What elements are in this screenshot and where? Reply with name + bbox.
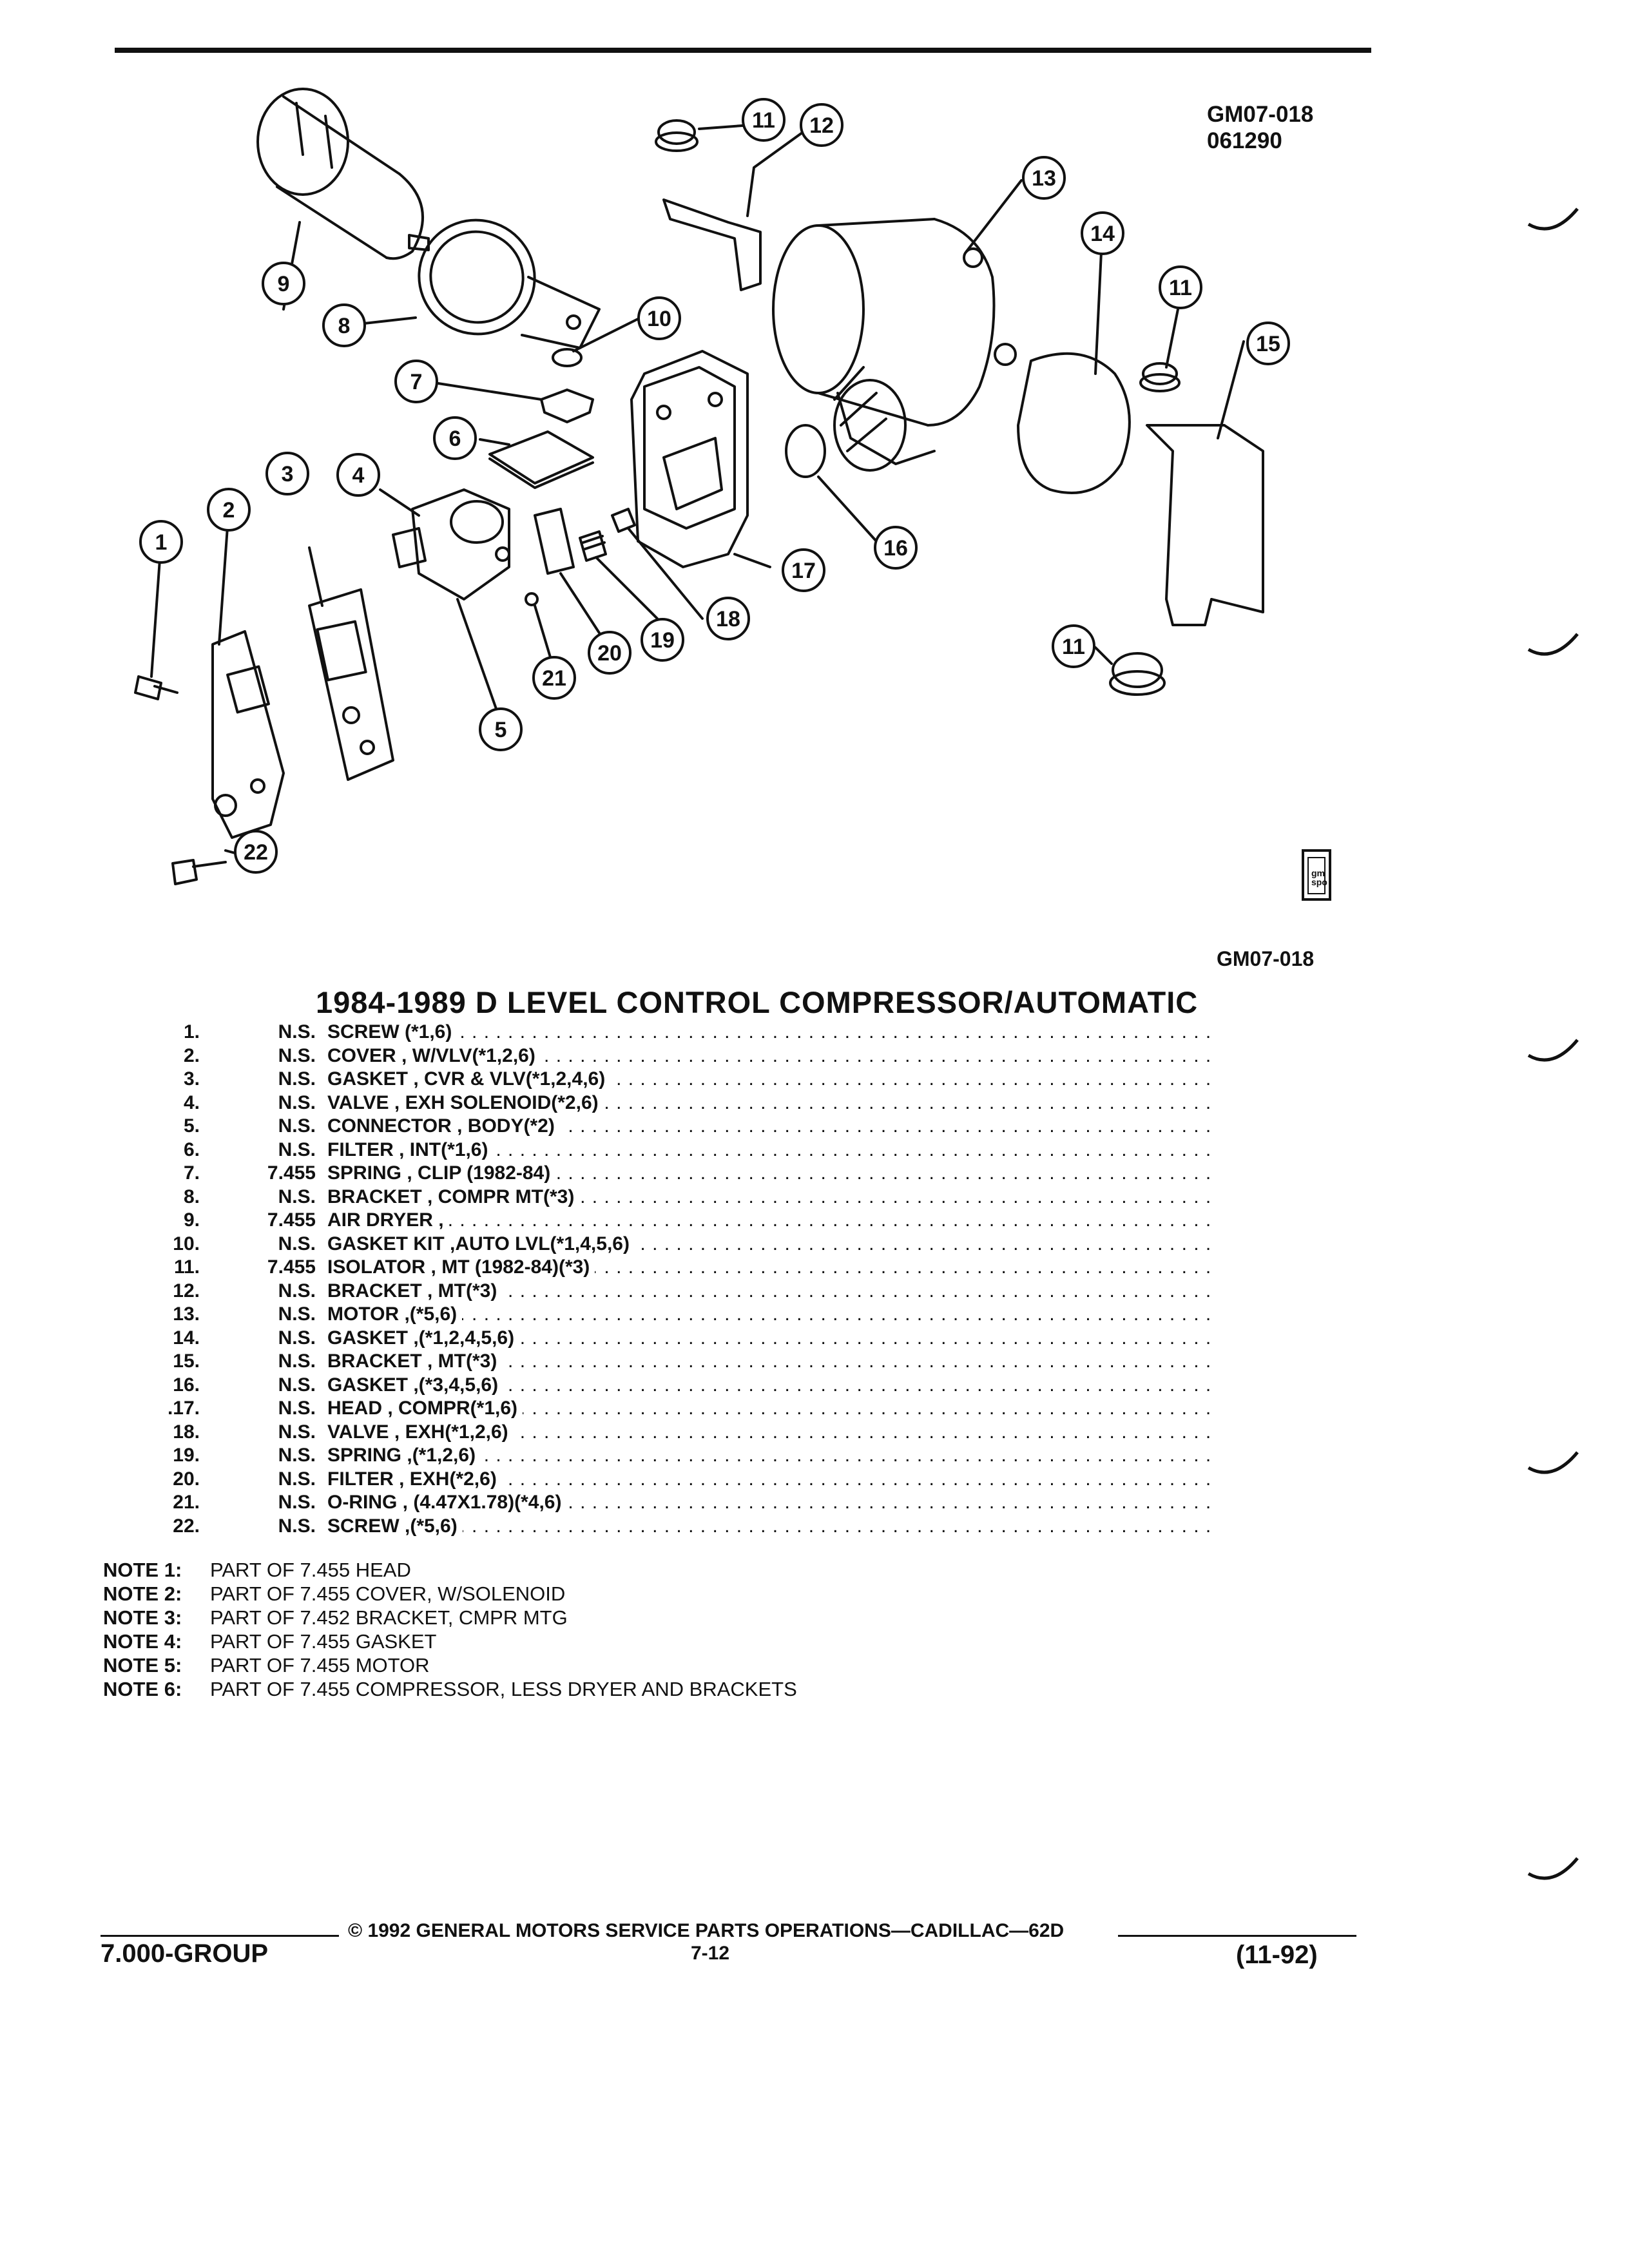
part-description: VALVE , EXH SOLENOID(*2,6) xyxy=(327,1092,604,1113)
part-row xyxy=(148,1303,1218,1327)
part-description: CONNECTOR , BODY(*2) xyxy=(327,1115,560,1137)
part-number: 20. xyxy=(173,1468,200,1490)
part-number: 15. xyxy=(173,1350,200,1372)
note-label: NOTE 1: xyxy=(103,1559,182,1581)
callout-11-bottom xyxy=(1053,626,1094,667)
part-description-cell xyxy=(327,1327,1218,1350)
part-row xyxy=(148,1491,1218,1515)
note-text: PART OF 7.455 COMPRESSOR, LESS DRYER AND BRACKETS xyxy=(210,1678,797,1700)
callout-4 xyxy=(338,454,379,495)
notes-list xyxy=(103,1558,797,1701)
part-number: 3. xyxy=(183,1068,200,1090)
part-description: GASKET KIT ,AUTO LVL(*1,4,5,6) xyxy=(327,1233,635,1254)
part-description-cell xyxy=(327,1468,1218,1491)
callout-1 xyxy=(140,521,182,562)
part-reference: 7.455 xyxy=(267,1256,316,1278)
part-description-cell xyxy=(327,1491,1218,1514)
svg-text:6: 6 xyxy=(448,427,461,451)
callout-11-top xyxy=(743,99,784,140)
part-number: 9. xyxy=(183,1209,200,1231)
footer-date: (11-92) xyxy=(1236,1941,1318,1969)
part-reference: N.S. xyxy=(278,1398,316,1419)
diagram-reference-id: GM07-018 xyxy=(1217,947,1315,970)
part-reference: N.S. xyxy=(278,1350,316,1372)
part-description: MOTOR ,(*5,6) xyxy=(327,1303,462,1325)
svg-text:11: 11 xyxy=(1169,276,1192,300)
part-description-cell xyxy=(327,1444,1218,1467)
part-row xyxy=(148,1186,1218,1209)
note-row xyxy=(103,1653,797,1677)
part-gasket-kit xyxy=(553,349,581,366)
part-gasket-cover xyxy=(309,590,393,780)
binder-mark xyxy=(1527,1856,1579,1888)
part-description: GASKET , CVR & VLV(*1,2,4,6) xyxy=(327,1068,610,1090)
part-row xyxy=(148,1091,1218,1115)
part-description: VALVE , EXH(*1,2,6) xyxy=(327,1421,514,1443)
part-row xyxy=(148,1139,1218,1162)
part-row xyxy=(148,1374,1218,1398)
part-reference: N.S. xyxy=(278,1139,316,1160)
part-description-cell xyxy=(327,1068,1218,1091)
part-description: AIR DRYER , xyxy=(327,1209,449,1231)
part-gasket-14 xyxy=(1018,354,1130,493)
part-description-cell xyxy=(327,1186,1218,1209)
note-text: PART OF 7.455 MOTOR xyxy=(210,1654,430,1677)
part-description: ISOLATOR , MT (1982-84)(*3) xyxy=(327,1256,595,1278)
part-reference: 7.455 xyxy=(267,1162,316,1184)
svg-text:16: 16 xyxy=(883,536,908,561)
part-reference: N.S. xyxy=(278,1492,316,1513)
note-row xyxy=(103,1677,797,1701)
footer-group: 7.000-GROUP xyxy=(101,1939,269,1968)
callout-12 xyxy=(801,104,842,146)
svg-text:13: 13 xyxy=(1032,166,1056,191)
svg-text:18: 18 xyxy=(716,607,740,631)
part-description: BRACKET , MT(*3) xyxy=(327,1280,502,1302)
callout-11-mid xyxy=(1160,267,1201,308)
note-text: PART OF 7.452 BRACKET, CMPR MTG xyxy=(210,1606,568,1629)
callout-14 xyxy=(1082,213,1123,254)
svg-text:9: 9 xyxy=(277,272,290,296)
svg-text:21: 21 xyxy=(542,666,566,691)
gm-spo-logo xyxy=(1302,849,1331,901)
part-row xyxy=(148,1021,1218,1044)
part-description-cell xyxy=(327,1515,1218,1538)
part-motor xyxy=(773,219,1016,470)
note-text: PART OF 7.455 GASKET xyxy=(210,1630,437,1653)
svg-text:11: 11 xyxy=(1062,635,1085,659)
part-row xyxy=(148,1162,1218,1186)
svg-text:15: 15 xyxy=(1256,332,1280,356)
svg-text:20: 20 xyxy=(597,641,622,666)
part-number: 12. xyxy=(173,1280,200,1302)
part-description-cell xyxy=(327,1397,1218,1420)
part-solenoid-valve xyxy=(393,490,509,599)
part-number: 2. xyxy=(183,1044,200,1066)
part-row xyxy=(148,1115,1218,1139)
part-row xyxy=(148,1233,1218,1256)
part-reference: 7.455 xyxy=(267,1209,316,1231)
part-cover xyxy=(213,631,284,838)
part-reference: N.S. xyxy=(278,1327,316,1349)
part-row xyxy=(148,1256,1218,1280)
part-description-cell xyxy=(327,1139,1218,1162)
part-number: .17. xyxy=(167,1398,200,1419)
part-filter-int xyxy=(490,432,593,488)
part-description: GASKET ,(*3,4,5,6) xyxy=(327,1374,503,1396)
callout-20 xyxy=(589,632,630,673)
part-number: 5. xyxy=(183,1115,200,1137)
part-description: FILTER , EXH(*2,6) xyxy=(327,1468,502,1490)
part-reference: N.S. xyxy=(278,1068,316,1090)
footer-rule-left xyxy=(101,1935,339,1937)
svg-text:5: 5 xyxy=(494,718,507,742)
part-reference: N.S. xyxy=(278,1421,316,1443)
callout-8 xyxy=(323,305,365,346)
callout-21 xyxy=(534,657,575,698)
part-row xyxy=(148,1068,1218,1091)
note-text: PART OF 7.455 COVER, W/SOLENOID xyxy=(210,1582,566,1605)
part-description: O-RING , (4.47X1.78)(*4,6) xyxy=(327,1492,566,1513)
part-description-cell xyxy=(327,1209,1218,1232)
gm-spo-logo-text: gm spo xyxy=(1311,868,1327,887)
part-number: 13. xyxy=(173,1303,200,1325)
part-reference: N.S. xyxy=(278,1044,316,1066)
part-number: 14. xyxy=(173,1327,200,1349)
part-compressor-head xyxy=(631,351,747,567)
part-description-cell xyxy=(327,1374,1218,1397)
part-number: 10. xyxy=(173,1233,200,1254)
part-number: 7. xyxy=(183,1162,200,1184)
part-description: SPRING , CLIP (1982-84) xyxy=(327,1162,555,1184)
part-reference: N.S. xyxy=(278,1115,316,1137)
part-number: 22. xyxy=(173,1515,200,1537)
callout-17 xyxy=(783,550,824,591)
svg-text:12: 12 xyxy=(809,113,834,138)
part-number: 16. xyxy=(173,1374,200,1396)
svg-text:17: 17 xyxy=(791,559,816,583)
part-row xyxy=(148,1444,1218,1468)
footer-copyright: © 1992 GENERAL MOTORS SERVICE PARTS OPERATIONS—CADILLAC—62D xyxy=(348,1920,1065,1941)
part-gasket-16 xyxy=(786,425,825,477)
part-description-cell xyxy=(327,1044,1218,1068)
part-description-cell xyxy=(327,1280,1218,1303)
part-valve-exh xyxy=(612,509,635,532)
callout-7 xyxy=(396,361,437,402)
exploded-parts-diagram xyxy=(0,64,1629,902)
part-row xyxy=(148,1209,1218,1233)
svg-text:22: 22 xyxy=(244,840,268,865)
callout-6 xyxy=(434,418,476,459)
part-row xyxy=(148,1350,1218,1374)
part-reference: N.S. xyxy=(278,1233,316,1254)
svg-text:4: 4 xyxy=(352,463,365,488)
binder-mark xyxy=(1527,206,1579,238)
binder-mark xyxy=(1527,631,1579,664)
part-compressor-bracket xyxy=(400,201,599,353)
callout-16 xyxy=(875,527,916,568)
callout-5 xyxy=(480,709,521,750)
svg-text:7: 7 xyxy=(410,370,423,394)
callout-18 xyxy=(708,598,749,639)
part-reference: N.S. xyxy=(278,1445,316,1466)
part-row xyxy=(148,1044,1218,1068)
part-number: 1. xyxy=(183,1021,200,1043)
note-label: NOTE 5: xyxy=(103,1654,182,1677)
part-description-cell xyxy=(327,1115,1218,1138)
note-row xyxy=(103,1629,797,1653)
part-reference: N.S. xyxy=(278,1515,316,1537)
part-number: 4. xyxy=(183,1091,200,1113)
note-row xyxy=(103,1606,797,1629)
part-reference: N.S. xyxy=(278,1280,316,1302)
binder-mark xyxy=(1527,1450,1579,1482)
part-description-cell xyxy=(327,1091,1218,1115)
part-screw-22 xyxy=(173,860,226,884)
svg-text:8: 8 xyxy=(338,314,351,338)
note-row xyxy=(103,1582,797,1606)
part-number: 6. xyxy=(183,1139,200,1160)
part-reference: N.S. xyxy=(278,1186,316,1207)
svg-text:2: 2 xyxy=(222,498,235,523)
part-number: 11. xyxy=(173,1256,200,1278)
svg-text:14: 14 xyxy=(1090,222,1115,246)
part-description: SPRING ,(*1,2,6) xyxy=(327,1445,481,1466)
note-label: NOTE 3: xyxy=(103,1606,182,1629)
part-reference: N.S. xyxy=(278,1374,316,1396)
svg-text:11: 11 xyxy=(752,108,775,133)
part-description-cell xyxy=(327,1021,1218,1044)
part-description-cell xyxy=(327,1162,1218,1185)
part-description: BRACKET , MT(*3) xyxy=(327,1350,502,1372)
part-spring-19 xyxy=(580,532,606,561)
parts-list xyxy=(148,1021,1218,1538)
svg-text:19: 19 xyxy=(650,628,675,653)
part-description-cell xyxy=(327,1256,1218,1279)
part-description: HEAD , COMPR(*1,6) xyxy=(327,1398,523,1419)
part-reference: N.S. xyxy=(278,1303,316,1325)
part-o-ring xyxy=(526,593,537,605)
part-number: 18. xyxy=(173,1421,200,1443)
svg-text:1: 1 xyxy=(155,530,168,555)
note-label: NOTE 6: xyxy=(103,1678,182,1700)
part-description-cell xyxy=(327,1421,1218,1444)
parts-list-title: 1984-1989 D LEVEL CONTROL COMPRESSOR/AUTOMATIC xyxy=(316,985,1199,1019)
callout-9 xyxy=(263,263,304,304)
callout-19 xyxy=(642,619,683,660)
part-description: FILTER , INT(*1,6) xyxy=(327,1139,493,1160)
part-description-cell xyxy=(327,1350,1218,1373)
part-description: SCREW (*1,6) xyxy=(327,1021,457,1043)
part-description: COVER , W/VLV(*1,2,6) xyxy=(327,1045,541,1066)
callout-3 xyxy=(267,453,308,494)
part-screw-1 xyxy=(135,677,177,699)
footer-page-number: 7-12 xyxy=(691,1943,730,1964)
part-row xyxy=(148,1280,1218,1303)
binder-mark xyxy=(1527,1037,1579,1070)
part-row xyxy=(148,1421,1218,1445)
footer-rule-right xyxy=(1118,1935,1356,1937)
note-label: NOTE 4: xyxy=(103,1630,182,1653)
callout-13 xyxy=(1023,157,1065,198)
part-spring-clip xyxy=(541,390,593,422)
part-number: 19. xyxy=(173,1445,200,1466)
part-bracket-12 xyxy=(664,200,760,290)
part-reference: N.S. xyxy=(278,1021,316,1043)
callout-10 xyxy=(639,298,680,339)
top-rule xyxy=(115,48,1371,53)
callout-15 xyxy=(1248,323,1289,364)
part-description: GASKET ,(*1,2,4,5,6) xyxy=(327,1327,519,1349)
part-filter-exh xyxy=(535,509,574,573)
part-description-cell xyxy=(327,1303,1218,1326)
callout-2 xyxy=(208,489,249,530)
part-number: 8. xyxy=(183,1186,200,1207)
drawing-id: GM07-018 xyxy=(1207,102,1314,127)
part-number: 21. xyxy=(173,1492,200,1513)
part-bracket-15 xyxy=(1147,425,1263,625)
part-row xyxy=(148,1397,1218,1421)
part-row xyxy=(148,1515,1218,1539)
svg-text:3: 3 xyxy=(281,462,294,486)
svg-text:10: 10 xyxy=(647,307,671,331)
note-label: NOTE 2: xyxy=(103,1582,182,1605)
drawing-sub-id: 061290 xyxy=(1207,128,1282,153)
part-row xyxy=(148,1327,1218,1350)
note-row xyxy=(103,1558,797,1582)
part-air-dryer xyxy=(258,89,429,258)
callout-22 xyxy=(235,831,276,872)
part-description-cell xyxy=(327,1233,1218,1256)
note-text: PART OF 7.455 HEAD xyxy=(210,1559,411,1581)
part-description: BRACKET , COMPR MT(*3) xyxy=(327,1186,579,1207)
part-row xyxy=(148,1468,1218,1492)
part-reference: N.S. xyxy=(278,1468,316,1490)
part-description: SCREW ,(*5,6) xyxy=(327,1515,463,1537)
part-reference: N.S. xyxy=(278,1091,316,1113)
